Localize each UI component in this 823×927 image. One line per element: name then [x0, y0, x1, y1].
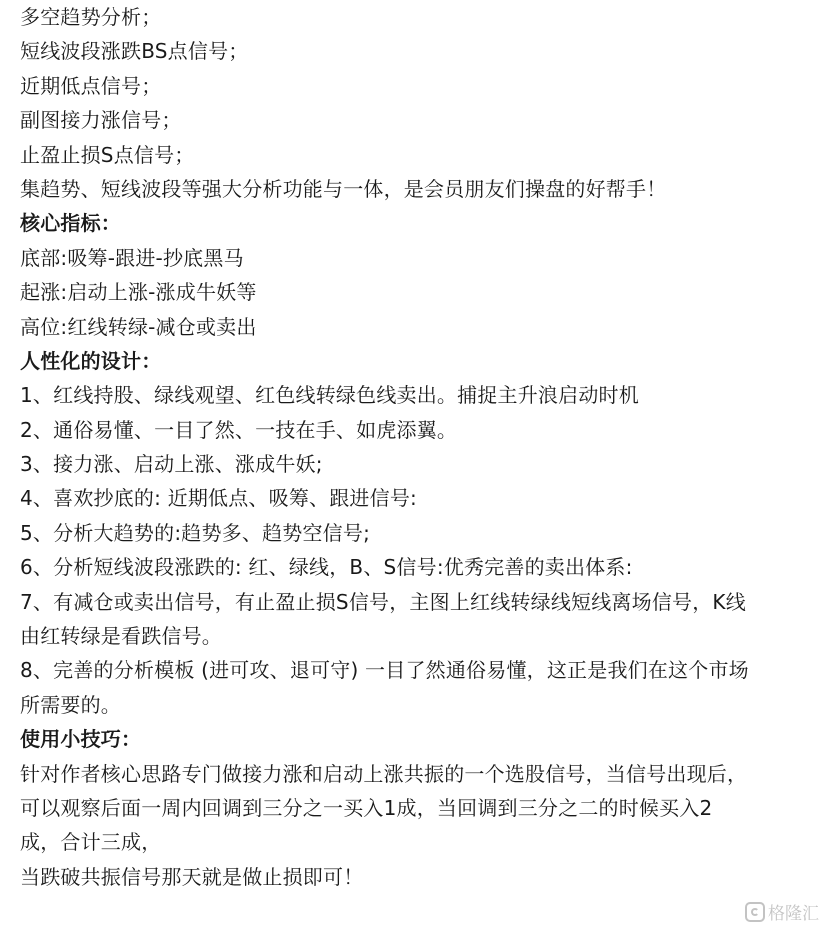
list-item-7: 7、有减仓或卖出信号，有止盈止损S信号，主图上红线转绿线短线离场信号，K线由红转绿是看跌信号。: [20, 589, 746, 649]
section-heading-tips: 使用小技巧：: [20, 727, 142, 752]
text-line-6: 集趋势、短线波段等强大分析功能与一体，是会员朋友们操盘的好帮手！: [20, 176, 667, 201]
list-item-3: 3、接力涨、启动上涨、涨成牛妖;: [20, 452, 323, 477]
text-line-rise: 起涨:启动上涨-涨成牛妖等: [20, 280, 257, 305]
text-line-1: 多空趋势分析；: [20, 5, 162, 29]
list-item-5: 5、分析大趋势的:趋势多、趋势空信号;: [20, 520, 371, 545]
watermark-text: 格隆汇: [768, 904, 819, 924]
list-item-1: 1、红线持股、绿线观望、红色线转绿色线卖出。捕捉主升浪启动时机: [20, 383, 639, 408]
section-heading-core-indicators: 核心指标：: [20, 211, 121, 236]
text-line-4: 副图接力涨信号；: [20, 108, 182, 133]
list-item-8: 8、完善的分析模板 (进可攻、退可守) 一目了然通俗易懂，这正是我们在这个市场所需要的。: [20, 658, 749, 717]
gelonghui-logo-icon: [745, 902, 765, 922]
list-item-2: 2、通俗易懂、一目了然、一技在手、如虎添翼。: [20, 417, 458, 442]
tips-paragraph-2: 可以观察后面一周内回调到三分之一买入1成，当回调到三分之二的时候买入2成，合计三成，: [20, 796, 713, 855]
section-heading-design: 人性化的设计：: [20, 348, 162, 373]
text-line-3: 近期低点信号；: [20, 73, 162, 98]
text-line-2: 短线波段涨跌BS点信号；: [20, 39, 249, 64]
list-item-6: 6、分析短线波段涨跌的: 红、绿线，B、S信号:优秀完善的卖出体系:: [20, 555, 633, 580]
article-body: [20, 0, 750, 894]
text-line-5: 止盈止损S点信号；: [20, 142, 195, 167]
list-item-4: 4、喜欢抄底的: 近期低点、吸筹、跟进信号:: [20, 486, 417, 511]
text-line-high: 高位:红线转绿-减仓或卖出: [20, 314, 257, 339]
tips-paragraph-1: 针对作者核心思路专门做接力涨和启动上涨共振的一个选股信号，当信号出现后，: [20, 761, 748, 786]
tips-paragraph-3: 当跌破共振信号那天就是做止损即可！: [20, 864, 364, 889]
watermark: [745, 899, 819, 924]
text-line-bottom: 底部:吸筹-跟进-抄底黑马: [20, 245, 244, 270]
